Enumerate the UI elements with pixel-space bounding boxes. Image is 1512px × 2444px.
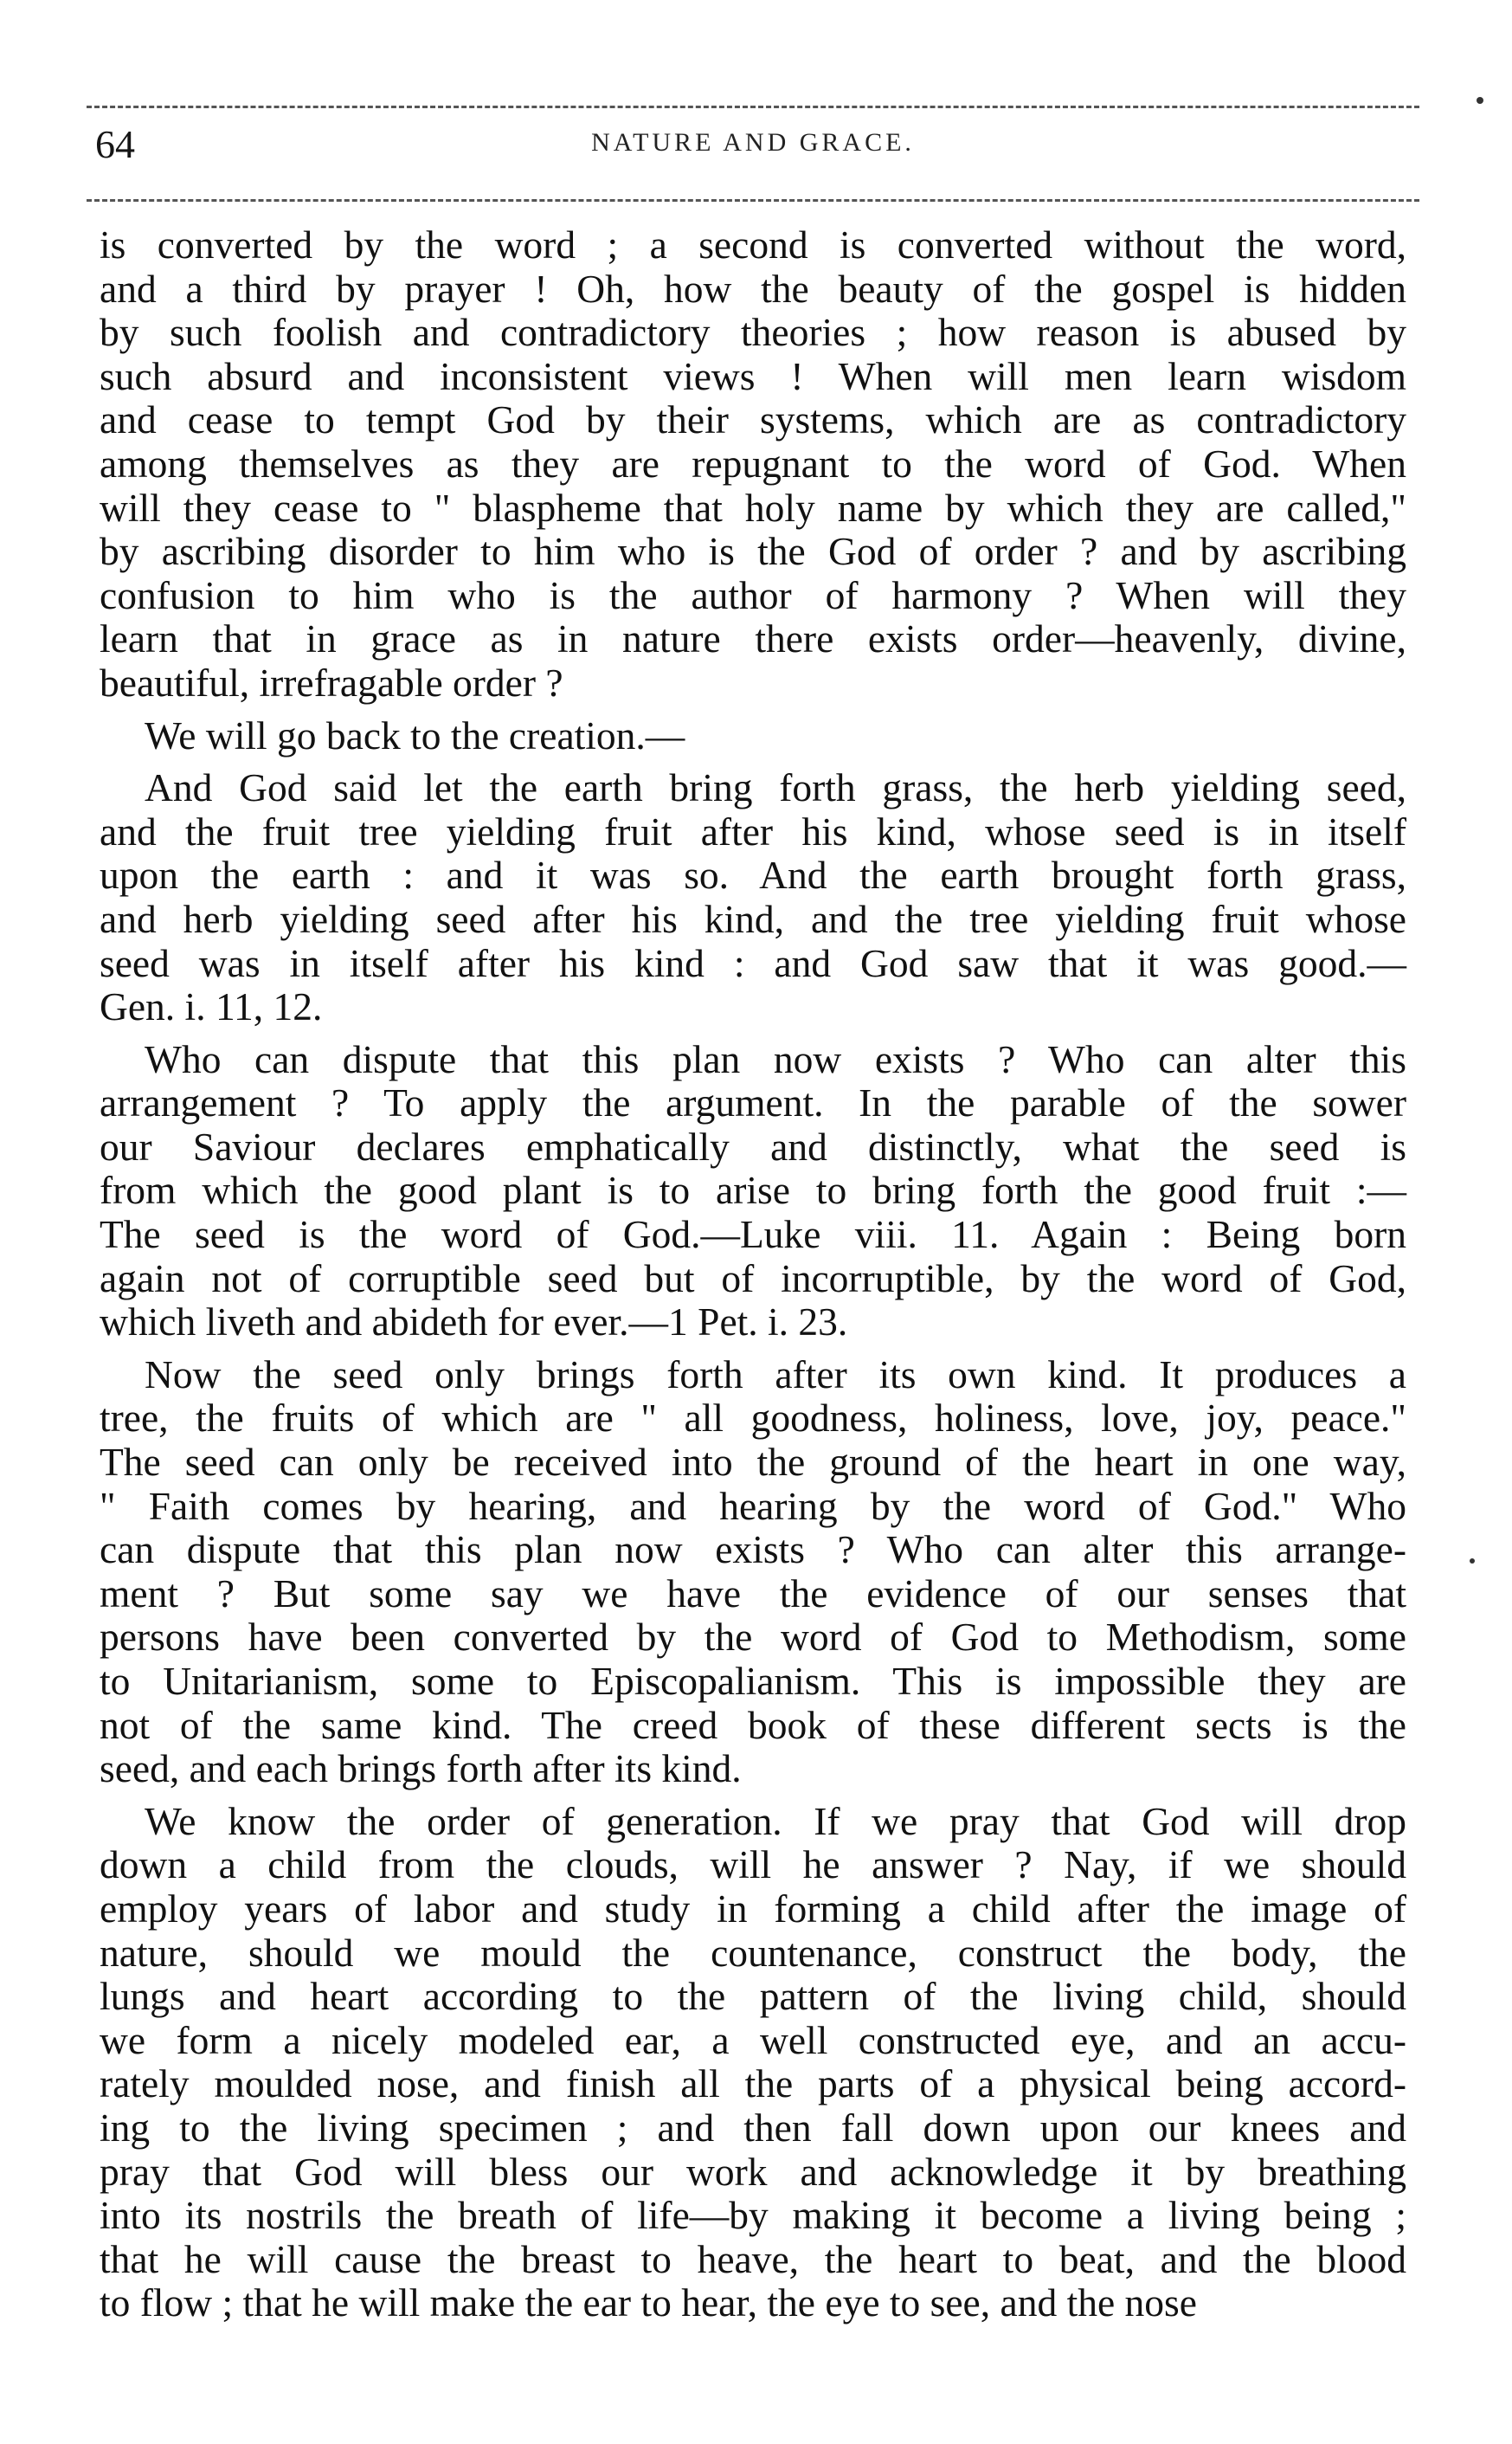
paragraph (100, 1353, 1406, 1791)
header-top-rule (87, 106, 1419, 108)
text-line: upon the earth : and it was so. And the earth brought forth grass, (100, 853, 1406, 898)
ink-speck (1470, 1558, 1475, 1564)
text-line: Gen. i. 11, 12. (100, 984, 323, 1029)
text-line: Who can dispute that this plan now exists ? Who can alter this (145, 1036, 1406, 1081)
text-line: our Saviour declares emphatically and distinctly, what the seed is (100, 1124, 1406, 1169)
text-line: seed, and each brings forth after its kind. (100, 1746, 742, 1791)
running-head: NATURE AND GRACE. (591, 128, 915, 157)
text-line: And God said let the earth bring forth grass, the herb yielding seed, (145, 765, 1406, 810)
ink-speck (1477, 97, 1483, 104)
text-line: ing to the living specimen ; and then fall down upon our knees and (100, 2105, 1406, 2150)
text-line: pray that God will bless our work and acknowledge it by breathing (100, 2149, 1406, 2194)
paragraph (100, 1800, 1406, 2325)
text-line: nature, should we mould the countenance, construct the body, the (100, 1930, 1406, 1975)
text-line: lungs and heart according to the pattern of the living child, should (100, 1974, 1406, 2019)
text-line: seed was in itself after his kind : and God saw that it was good.— (100, 940, 1406, 985)
text-line: down a child from the clouds, will he answer ? Nay, if we should (100, 1842, 1406, 1887)
text-line: ment ? But some say we have the evidence of our senses that (100, 1570, 1406, 1615)
text-line: which liveth and abideth for ever.—1 Pet. i. 23. (100, 1299, 848, 1345)
text-line: beautiful, irrefragable order ? (100, 660, 563, 705)
header-bottom-rule (87, 199, 1419, 202)
paragraph (100, 1038, 1406, 1345)
text-line: is converted by the word ; a second is converted without the word, (100, 222, 1406, 267)
body-text (100, 223, 1406, 2334)
page-number: 64 (95, 122, 135, 166)
paragraph (100, 714, 1406, 758)
text-line: again not of corruptible seed but of incorruptible, by the word of God, (100, 1255, 1406, 1300)
text-line: to Unitarianism, some to Episcopalianism. This is impossible they are (100, 1659, 1406, 1703)
text-line: and the fruit tree yielding fruit after his kind, whose seed is in itself (100, 809, 1406, 854)
text-line: We know the order of generation. If we pray that God will drop (145, 1798, 1406, 1843)
text-line: learn that in grace as in nature there exists order—heavenly, divine, (100, 616, 1406, 661)
text-line: The seed is the word of God.—Luke viii. 11. Again : Being born (100, 1212, 1406, 1257)
text-line: will they cease to " blaspheme that holy name by which they are called," (100, 485, 1406, 530)
text-line: can dispute that this plan now exists ? Who can alter this arrange- (100, 1527, 1406, 1572)
text-line: by ascribing disorder to him who is the God of order ? and by ascribing (100, 529, 1406, 574)
text-line: into its nostrils the breath of life—by making it become a living being ; (100, 2193, 1406, 2238)
page-header (95, 121, 1411, 182)
text-line: and a third by prayer ! Oh, how the beauty of the gospel is hidden (100, 266, 1406, 311)
text-line: employ years of labor and study in forming a child after the image of (100, 1886, 1406, 1931)
text-line: tree, the fruits of which are " all goodness, holiness, love, joy, peace." (100, 1396, 1406, 1441)
text-line: to flow ; that he will make the ear to hear, the eye to see, and the nose (100, 2280, 1197, 2325)
paragraph (100, 223, 1406, 706)
paragraph (100, 766, 1406, 1029)
text-line: that he will cause the breast to heave, the heart to beat, and the blood (100, 2236, 1406, 2281)
text-line: from which the good plant is to arise to bring forth the good fruit :— (100, 1168, 1406, 1213)
text-line: confusion to him who is the author of harmony ? When will they (100, 572, 1406, 617)
text-line: persons have been converted by the word of God to Methodism, some (100, 1615, 1406, 1660)
text-line: Now the seed only brings forth after its own kind. It produces a (145, 1351, 1406, 1396)
text-line: The seed can only be received into the ground of the heart in one way, (100, 1440, 1406, 1485)
text-line: by such foolish and contradictory theories ; how reason is abused by (100, 310, 1406, 355)
text-line: rately moulded nose, and finish all the parts of a physical being accord- (100, 2061, 1406, 2106)
text-line: and herb yielding seed after his kind, and the tree yielding fruit whose (100, 896, 1406, 941)
text-line: we form a nicely modeled ear, a well constructed eye, and an accu- (100, 2017, 1406, 2062)
text-line: and cease to tempt God by their systems, which are as contradictory (100, 397, 1406, 442)
text-line: among themselves as they are repugnant to the word of God. When (100, 441, 1406, 486)
text-line: arrangement ? To apply the argument. In the parable of the sower (100, 1080, 1406, 1125)
text-line: not of the same kind. The creed book of these different sects is the (100, 1702, 1406, 1747)
text-line: We will go back to the creation.— (145, 713, 685, 758)
text-line: such absurd and inconsistent views ! When will men learn wisdom (100, 353, 1406, 398)
text-line: " Faith comes by hearing, and hearing by the word of God." Who (100, 1483, 1406, 1528)
